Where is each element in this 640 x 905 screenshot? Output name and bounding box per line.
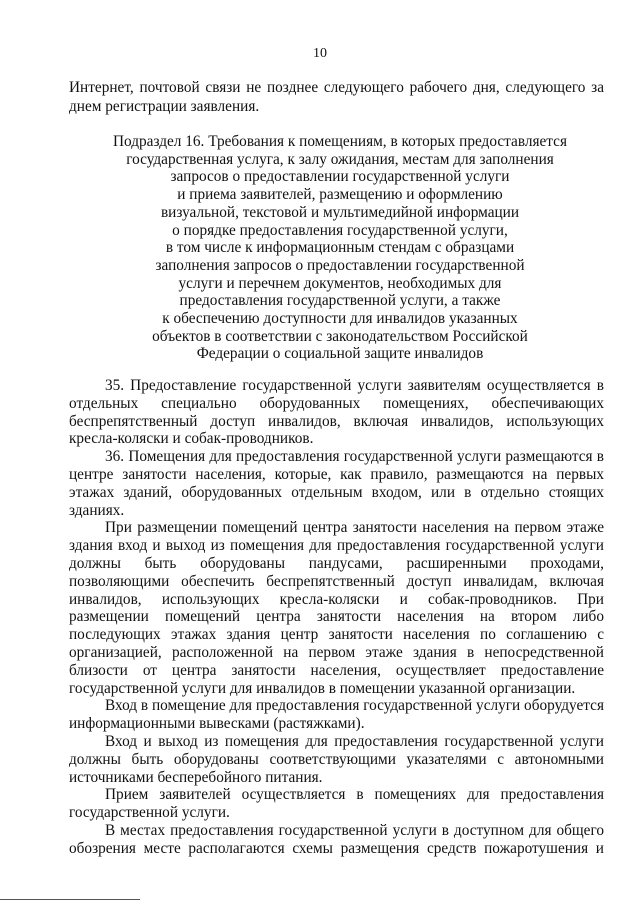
text-line: днем регистрации заявления. [69, 97, 260, 115]
heading-line: заполнения запросов о предоставлении государственной [155, 256, 525, 274]
text-line: позволяющими обеспечить беспрепятственный доступ инвалидам, включая [69, 572, 604, 590]
footer-rule [0, 899, 140, 900]
text-line: инвалидов, использующих кресла-коляски и собак-проводников. При [69, 590, 604, 608]
heading-line: Подраздел 16. Требования к помещениям, в которых предоставляется [112, 133, 567, 150]
text-line: обозрения месте располагаются схемы размещения средств пожаротушения и [69, 839, 604, 857]
continued-paragraph [69, 79, 604, 116]
heading-line: Федерации о социальной защите инвалидов [196, 345, 484, 363]
heading-line: визуальной, текстовой и мультимедийной информации [160, 203, 520, 221]
text-line: зданиях. [69, 501, 125, 519]
text-line: источниками бесперебойного питания. [69, 768, 323, 786]
heading-line: государственная услуга, к залу ожидания, местам для заполнения [126, 150, 554, 168]
text-line: центре занятости населения, которые, как правило, размещаются на первых [69, 465, 604, 483]
text-line: 35. Предоставление государственной услуги заявителям осуществляется в [105, 377, 604, 394]
heading-line: в том числе к информационным стендам с образцами [165, 239, 515, 257]
text-line: здания вход и выход из помещения для предоставления государственной услуги [69, 537, 604, 555]
text-line: В местах предоставления государственной услуги в доступном для общего [105, 821, 604, 839]
text-line: государственной услуги. [69, 804, 230, 822]
heading-line: к обеспечению доступности для инвалидов указанных [162, 310, 518, 328]
heading-line: запросов о предоставлении государственной услуги [170, 168, 510, 186]
text-line: государственной услуги для инвалидов в помещении указанной организации. [69, 679, 576, 697]
body-text [69, 377, 604, 858]
text-line: близости от центра занятости населения, осуществляет предоставление [69, 661, 604, 679]
text-line: 36. Помещения для предоставления государственной услуги размещаются в [105, 448, 604, 466]
text-line: Интернет, почтовой связи не позднее следующего рабочего дня, следующего за [69, 79, 604, 96]
text-line: При размещении помещений центра занятости населения на первом этаже [105, 519, 604, 537]
page-number: 10 [313, 46, 327, 61]
text-line: кресла-коляски и собак-проводников. [69, 430, 314, 448]
heading-line: предоставления государственной услуги, а также [179, 292, 501, 310]
text-line: беспрепятственный доступ инвалидов, включая инвалидов, использующих [69, 412, 604, 430]
text-line: Прием заявителей осуществляется в помещениях для предоставления [105, 786, 604, 804]
heading-line: услуги и перечнем документов, необходимых для [178, 274, 502, 292]
subsection-heading [100, 133, 580, 363]
heading-line: объектов в соответствии с законодательством Российской [152, 327, 528, 345]
text-line: последующих этажах здания центр занятости населения по соглашению с [69, 626, 604, 644]
text-line: отдельных специально оборудованных помещениях, обеспечивающих [69, 394, 604, 412]
heading-line: о порядке предоставления государственной услуги, [172, 221, 508, 239]
heading-line: и приема заявителей, размещению и оформлению [177, 186, 503, 204]
text-line: размещении помещений центра занятости населения на втором либо [69, 608, 604, 626]
text-line: Вход и выход из помещения для предоставления государственной услуги [105, 732, 604, 750]
text-line: этажах зданий, оборудованных отдельным входом, или в отдельно стоящих [69, 483, 604, 501]
text-line: должны быть оборудованы соответствующими указателями с автономными [69, 750, 604, 768]
text-line: организацией, расположенной на первом этаже здания в непосредственной [69, 643, 604, 661]
text-line: информационными вывесками (растяжками). [69, 715, 365, 733]
text-line: Вход в помещение для предоставления государственной услуги оборудуется [105, 697, 604, 715]
text-line: должны быть оборудованы пандусами, расширенными проходами, [69, 554, 604, 572]
